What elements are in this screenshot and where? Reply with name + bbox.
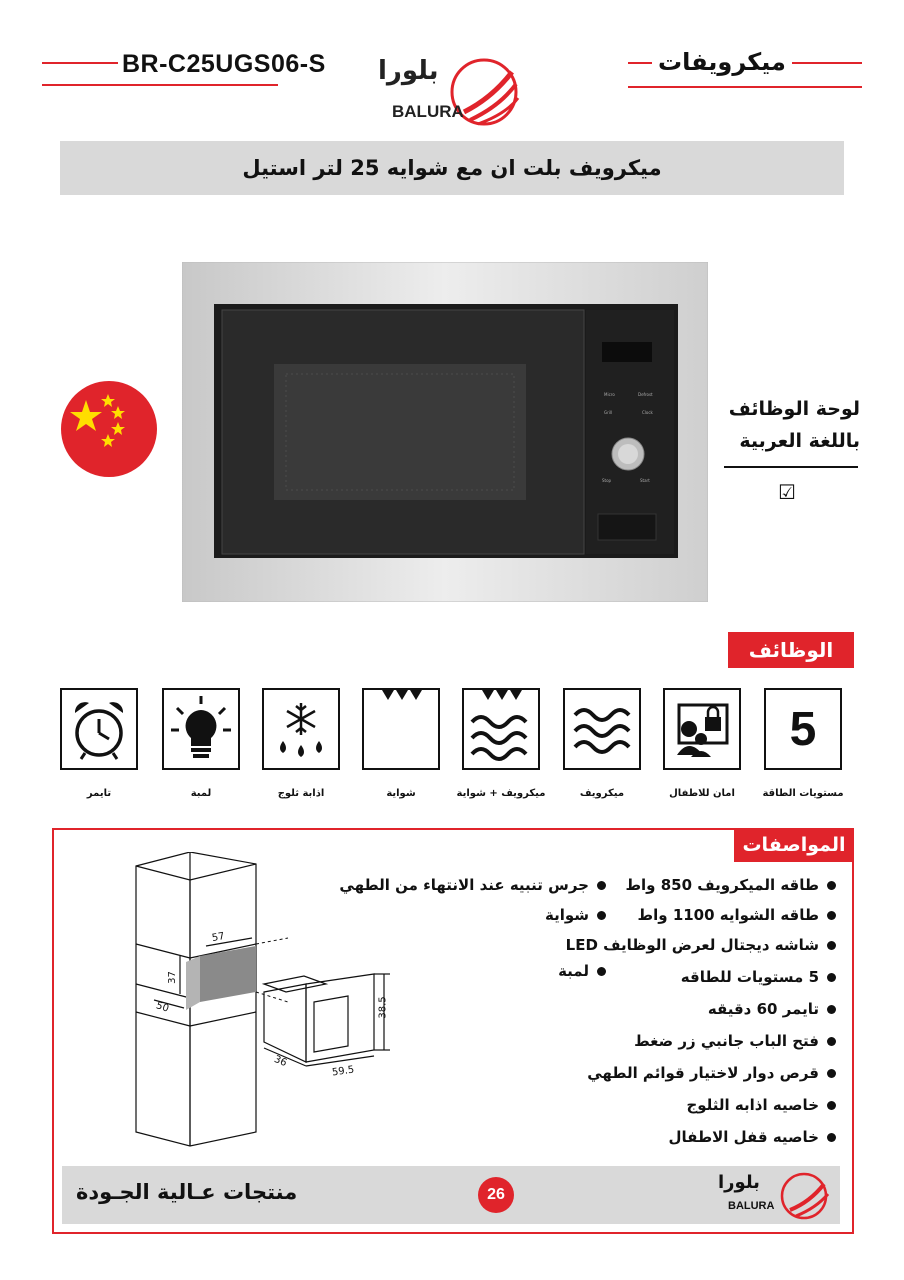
bullet-icon: [827, 973, 836, 982]
dim-50: 50: [154, 1000, 171, 1015]
bullet-icon: [597, 911, 606, 920]
spec-item: طاقه الميكرويف 850 واط: [625, 876, 836, 894]
header-rule-left-lower: [42, 84, 278, 86]
bullet-icon: [827, 1069, 836, 1078]
product-image: [182, 262, 708, 602]
function-label: شواية: [386, 788, 416, 799]
function-lamp: [162, 688, 240, 770]
category-title: ميكرويفات: [652, 48, 792, 76]
function-label: امان للاطفال: [669, 788, 735, 799]
spec-item: شاشه ديجتال لعرض الوظايف LED: [566, 936, 836, 954]
defrost-icon: [271, 697, 331, 761]
footer-logo-en: BALURA: [728, 1200, 775, 1212]
dim-57: 57: [211, 930, 226, 945]
svg-text:Start: Start: [640, 478, 650, 483]
five-power-levels-icon: 5: [789, 702, 817, 756]
bullet-icon: [827, 1005, 836, 1014]
svg-text:Micro: Micro: [604, 392, 615, 397]
grill-icon: [364, 690, 438, 710]
function-label: لمبة: [190, 788, 212, 799]
installation-diagram: [128, 852, 398, 1152]
brand-logo: [372, 48, 522, 130]
function-label: اذابة ثلوج: [277, 788, 325, 799]
dim-38-5: 38.5: [377, 996, 389, 1019]
lamp-icon: [169, 694, 233, 764]
bullet-icon: [827, 941, 836, 950]
microwave-grill-icon: [464, 690, 538, 766]
function-child-lock: [663, 688, 741, 770]
panel-note-line2: باللغة العربية: [739, 430, 860, 452]
spec-item: 5 مستويات للطاقه: [681, 968, 836, 986]
panel-note-check-icon: ☑: [778, 480, 796, 504]
spec-item: خاصيه قفل الاطفال: [669, 1128, 837, 1146]
brand-logo-ar: بلورا: [378, 56, 439, 86]
spec-item: خاصيه اذابه الثلوج: [686, 1096, 836, 1114]
svg-text:Defrost: Defrost: [638, 392, 653, 397]
spec-item: تايمر 60 دقيقه: [708, 1000, 836, 1018]
footer-logo: [712, 1168, 832, 1222]
bullet-icon: [827, 911, 836, 920]
svg-text:Stop: Stop: [602, 478, 612, 483]
page-number: 26: [478, 1177, 514, 1213]
specs-heading: المواصفات: [734, 828, 854, 862]
spec-item: جرس تنبيه عند الانتهاء من الطهي: [339, 876, 606, 894]
functions-heading: الوظائف: [728, 632, 854, 668]
function-label: تايمر: [86, 788, 112, 799]
spec-item: طاقه الشوايه 1100 واط: [638, 906, 836, 924]
bullet-icon: [827, 1037, 836, 1046]
china-flag-icon: [60, 380, 158, 478]
function-microwave: [563, 688, 641, 770]
child-lock-icon: [669, 697, 735, 761]
function-timer: [60, 688, 138, 770]
bullet-icon: [827, 1101, 836, 1110]
header-rule-right-lower: [628, 86, 862, 88]
spec-item: فتح الباب جانبي زر ضغط: [634, 1032, 836, 1050]
bullet-icon: [597, 881, 606, 890]
model-number: BR-C25UGS06-S: [118, 50, 330, 79]
bullet-icon: [827, 881, 836, 890]
bullet-icon: [597, 967, 606, 976]
spec-item: قرص دوار لاختيار قوائم الطهي: [587, 1064, 836, 1082]
panel-note-rule: [724, 466, 858, 468]
function-power-levels: [764, 688, 842, 770]
brand-logo-en: BALURA: [392, 102, 464, 121]
function-label: ميكرويف: [579, 788, 625, 799]
function-microwave-grill: [462, 688, 540, 770]
function-label: ميكرويف + شواية: [456, 788, 546, 799]
footer-logo-ar: بلورا: [718, 1172, 760, 1193]
function-grill: [362, 688, 440, 770]
function-label: مستويات الطاقة: [762, 788, 844, 799]
footer-tagline: منتجات عـالية الجـودة: [76, 1180, 298, 1204]
panel-note-line1: لوحة الوظائف: [728, 398, 860, 420]
dim-36: 36: [272, 1054, 289, 1069]
svg-text:Clock: Clock: [642, 410, 653, 415]
spec-item: شواية: [545, 906, 606, 924]
product-title: ميكرويف بلت ان مع شوايه 25 لتر استيل: [60, 141, 844, 195]
timer-icon: [65, 695, 133, 763]
svg-text:Grill: Grill: [604, 410, 613, 415]
dim-59-5: 59.5: [331, 1064, 355, 1079]
spec-item: لمبة: [558, 962, 606, 980]
microwave-waves-icon: [571, 701, 633, 757]
function-defrost: [262, 688, 340, 770]
bullet-icon: [827, 1133, 836, 1142]
dim-37: 37: [166, 971, 178, 984]
